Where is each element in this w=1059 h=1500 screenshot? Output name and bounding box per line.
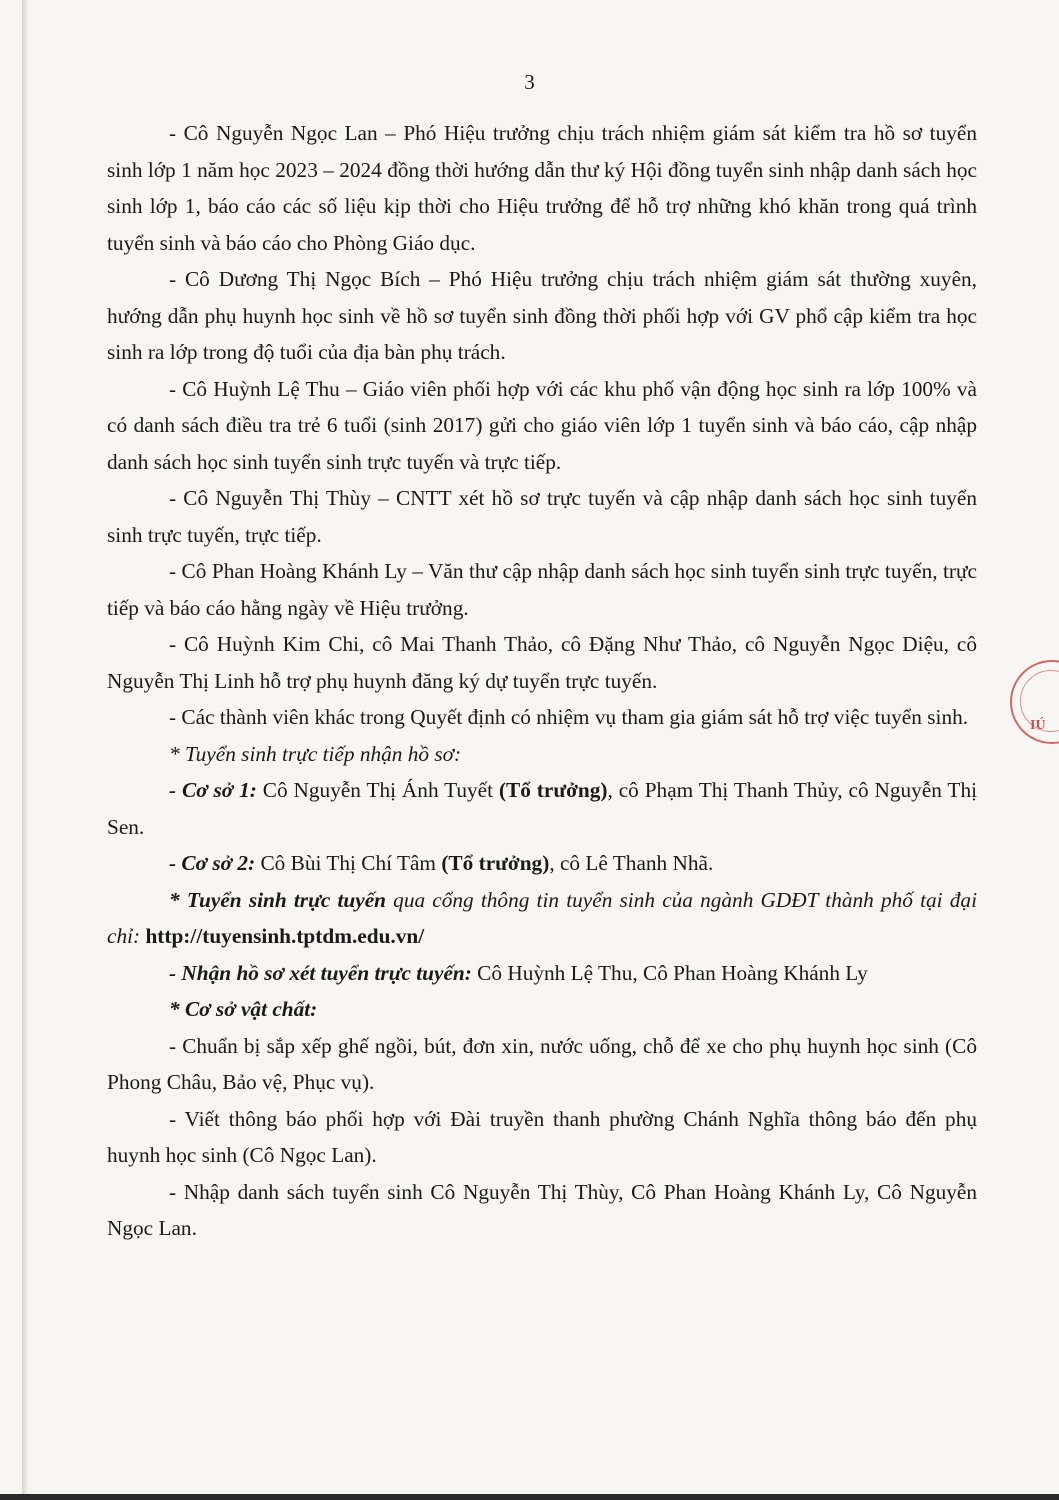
paragraph-ngoc-lan: - Cô Nguyễn Ngọc Lan – Phó Hiệu trưởng chịu trách nhiệm giám sát kiểm tra hồ sơ tuyển sinh lớp 1 năm học 2023 – 2024 đồng thời hướng dẫn thư ký Hội đồng tuyển sinh nhập danh sách học sinh lớp 1, báo cáo các số liệu kịp thời cho Hiệu trưởng để hỗ trợ những khó khăn trong quá trình tuyển sinh và báo cáo cho Phòng Giáo dục. [107,121,977,255]
facilities-item-2: - Viết thông báo phối hợp với Đài truyền thanh phường Chánh Nghĩa thông báo đến phụ huynh học sinh (Cô Ngọc Lan). [107,1106,977,1167]
site-1-label: - Cơ sở 1: [169,778,257,802]
paragraph-le-thu: - Cô Huỳnh Lệ Thu – Giáo viên phối hợp với các khu phố vận động học sinh ra lớp 100% và có danh sách điều tra trẻ 6 tuổi (sinh 2017) gửi cho giáo viên lớp 1 tuyển sinh và báo cáo, cập nhập danh sách học sinh tuyển sinh trực tuyến và trực tiếp. [107,376,977,474]
site-1-text-a: Cô Nguyễn Thị Ánh Tuyết [256,778,499,802]
online-receive-line [107,955,977,992]
paragraph-thi-thuy: - Cô Nguyễn Thị Thùy – CNTT xét hồ sơ trực tuyến và cập nhập danh sách học sinh tuyển sinh trực tuyến, trực tiếp. [107,486,977,547]
paragraph-khanh-ly: - Cô Phan Hoàng Khánh Ly – Văn thư cập nhập danh sách học sinh tuyển sinh trực tuyến, trực tiếp và báo cáo hằng ngày về Hiệu trưởng. [107,559,977,620]
site-2-text-a: Cô Bùi Thị Chí Tâm [255,851,442,875]
document-body [107,115,977,1247]
site-2-lead: (Tổ trưởng) [441,851,550,875]
online-url[interactable]: http://tuyensinh.tptdm.edu.vn/ [145,924,425,948]
paragraph-support-teachers: - Cô Huỳnh Kim Chi, cô Mai Thanh Thảo, cô Đặng Như Thảo, cô Nguyễn Ngọc Diệu, cô Nguyễn Thị Linh hỗ trợ phụ huynh đăng ký dự tuyển trực tuyến. [107,632,977,693]
page-edge [22,0,28,1500]
paragraph-other-members: - Các thành viên khác trong Quyết định có nhiệm vụ tham gia giám sát hỗ trợ việc tuyển sinh. [169,705,969,729]
direct-enrollment-heading: * Tuyển sinh trực tiếp nhận hồ sơ: [169,741,462,766]
online-desc: qua cổng thông tin tuyển sinh của ngành GDĐT thành phố tại đại chỉ: [107,887,977,948]
facilities-heading: * Cơ sở vật chất: [169,997,318,1021]
paragraph-ngoc-bich: - Cô Dương Thị Ngọc Bích – Phó Hiệu trưởng chịu trách nhiệm giám sát thường xuyên, hướng dẫn phụ huynh học sinh về hồ sơ tuyển sinh đồng thời phối hợp với GV phổ cập kiểm tra học sinh ra lớp trong độ tuổi của địa bàn phụ trách. [107,267,977,364]
page-number: 3 [524,70,535,94]
facilities-item-3: - Nhập danh sách tuyển sinh Cô Nguyễn Thị Thùy, Cô Phan Hoàng Khánh Ly, Cô Nguyễn Ngọc Lan. [107,1179,977,1240]
site-1-line [107,772,977,845]
online-label: * Tuyển sinh trực tuyến [169,887,386,912]
site-2-line [107,845,977,882]
site-2-label: - Cơ sở 2: [169,851,256,875]
page-bottom-edge [0,1494,1059,1500]
site-1-text-b: , cô Phạm Thị Thanh Thủy, cô Nguyễn Thị Sen. [107,778,978,839]
site-1-lead: (Tổ trưởng) [498,778,608,802]
stamp-text: IÚ [1030,718,1046,733]
red-seal-stamp [1010,660,1059,744]
online-receive-text: Cô Huỳnh Lệ Thu, Cô Phan Hoàng Khánh Ly [471,960,868,985]
online-receive-label: - Nhận hồ sơ xét tuyển trực tuyến: [169,960,472,985]
online-enrollment-line [107,882,977,955]
facilities-item-1: - Chuẩn bị sắp xếp ghế ngồi, bút, đơn xin, nước uống, chỗ để xe cho phụ huynh học sinh (Cô Phong Châu, Bảo vệ, Phục vụ). [107,1033,977,1094]
site-2-text-b: , cô Lê Thanh Nhã. [549,851,714,875]
